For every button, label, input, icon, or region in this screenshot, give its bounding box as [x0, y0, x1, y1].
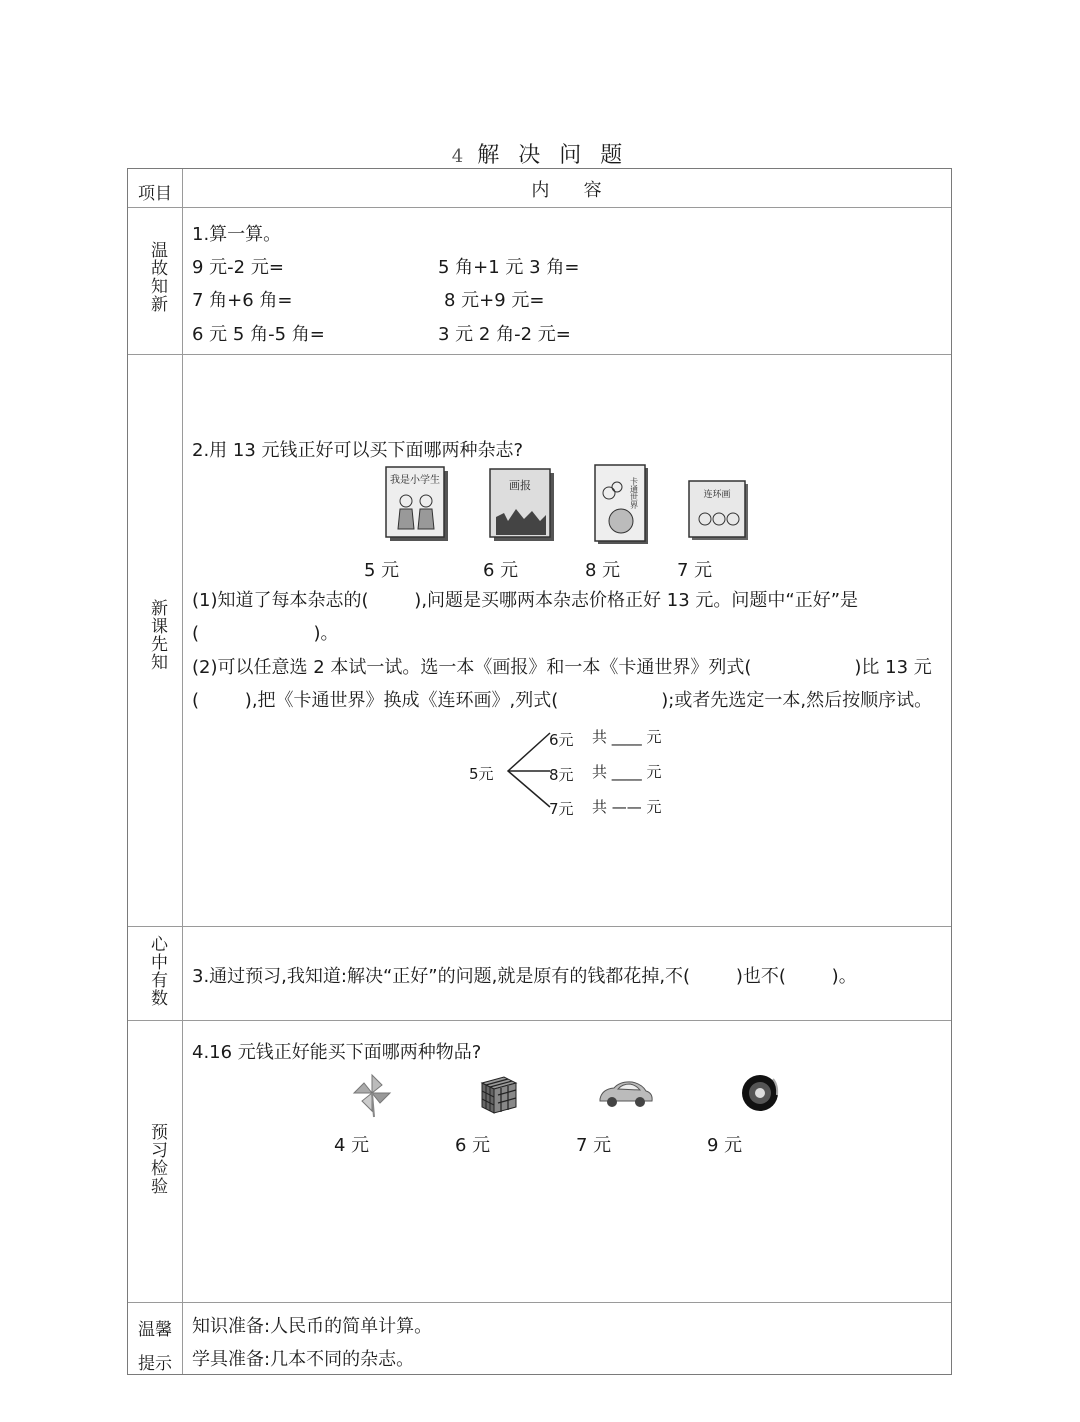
tree-branch-2-item: 8元 — [549, 766, 574, 784]
tree-branches — [506, 731, 552, 809]
tree-branch-3-item: 7元 — [549, 800, 574, 818]
row-divider — [128, 207, 951, 208]
q2-heading: 2.用 13 元钱正好可以买下面哪两种杂志? — [192, 440, 524, 461]
calc-2b: 8 元+9 元= — [444, 290, 545, 311]
yoyo-image — [740, 1073, 782, 1113]
magazine-2-price: 6 元 — [483, 560, 519, 581]
title-number: 4 — [451, 146, 464, 167]
toy-car-image — [598, 1079, 654, 1109]
magazine-lianhuanhua-image — [689, 481, 749, 541]
q1-heading: 1.算一算。 — [192, 224, 282, 245]
magazine-1-cover-title: 我是小学生 — [390, 475, 440, 486]
magazine-xiaoxuesheng-image — [386, 467, 450, 543]
item-2-price: 6 元 — [455, 1135, 491, 1156]
magazine-huabao-image — [490, 469, 556, 543]
calc-1b: 5 角+1 元 3 角= — [438, 257, 580, 278]
question-2-line-1: (2)可以任意选 2 本试一试。选一本《画报》和一本《卡通世界》列式( )比 13 元 — [192, 657, 932, 678]
tree-branch-3-total: 共 —— 元 — [592, 798, 662, 816]
magazine-katong-image — [595, 465, 649, 545]
tree-root: 5元 — [469, 765, 494, 783]
tree-branch-1-item: 6元 — [549, 731, 574, 749]
rubiks-cube-image — [478, 1073, 520, 1115]
page-title — [0, 138, 1080, 169]
label-tips-a: 温馨 — [138, 1320, 172, 1340]
tip-materials: 学具准备:几本不同的杂志。 — [192, 1349, 415, 1370]
header-col-content: 内 容 — [531, 180, 602, 201]
magazine-3-price: 8 元 — [585, 560, 621, 581]
pinwheel-image — [352, 1073, 392, 1117]
question-1-line-1: (1)知道了每本杂志的( ),问题是买哪两本杂志价格正好 13 元。问题中“正好”是 — [192, 590, 859, 611]
tip-knowledge: 知识准备:人民币的简单计算。 — [192, 1316, 433, 1337]
calc-1a: 9 元-2 元= — [192, 257, 284, 278]
row-divider — [128, 354, 951, 355]
magazine-4-price: 7 元 — [677, 560, 713, 581]
item-4-price: 9 元 — [707, 1135, 743, 1156]
tree-branch-2-total: 共 ____ 元 — [592, 763, 662, 781]
tree-branch-1-total: 共 ____ 元 — [592, 728, 662, 746]
row-divider — [128, 1020, 951, 1021]
row-divider — [128, 926, 951, 927]
magazine-2-cover-title: 画报 — [509, 479, 531, 492]
q4-heading: 4.16 元钱正好能买下面哪两种物品? — [192, 1042, 482, 1063]
calc-3b: 3 元 2 角-2 元= — [438, 324, 571, 345]
label-review: 温故知新 — [147, 241, 167, 313]
label-mind: 心中有数 — [147, 935, 167, 1007]
question-1-line-2: ( )。 — [192, 623, 339, 644]
title-text: 解 决 问 题 — [477, 143, 629, 168]
row-divider — [128, 1302, 951, 1303]
q3-text: 3.通过预习,我知道:解决“正好”的问题,就是原有的钱都花掉,不( )也不( )。 — [192, 966, 857, 987]
calc-3a: 6 元 5 角-5 角= — [192, 324, 325, 345]
magazine-1-price: 5 元 — [364, 560, 400, 581]
magazine-4-cover-title: 连环画 — [703, 490, 731, 500]
item-1-price: 4 元 — [334, 1135, 370, 1156]
question-2-line-2: ( ),把《卡通世界》换成《连环画》,列式( );或者先选定一本,然后按顺序试。 — [192, 690, 933, 711]
label-check: 预习检验 — [147, 1123, 167, 1195]
calc-2a: 7 角+6 角= — [192, 290, 293, 311]
label-tips-b: 提示 — [138, 1354, 172, 1374]
label-new: 新课先知 — [147, 599, 167, 671]
magazine-3-cover-title: 卡通世界 — [629, 477, 639, 509]
lesson-table — [127, 168, 952, 1375]
header-col-item: 项目 — [138, 184, 172, 204]
column-divider — [182, 169, 183, 1374]
item-3-price: 7 元 — [576, 1135, 612, 1156]
